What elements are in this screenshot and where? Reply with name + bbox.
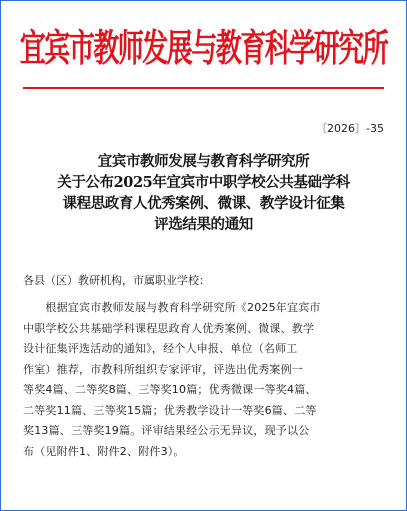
body-line: 二等奖11篇、三等奖15篇；优秀教学设计一等奖6篇、二等 (23, 403, 317, 417)
body-line: 奖13篇、三等奖19篇。评审结果经公示无异议，现予以公 (23, 424, 310, 437)
body-paragraph (23, 298, 384, 462)
title-line: 课程思政育人优秀案例、微课、教学设计征集 (62, 195, 345, 212)
title-line: 关于公布2025年宜宾市中职学校公共基础学科 (57, 174, 350, 191)
body-line: 布（见附件1、附件2、附件3）。 (23, 444, 185, 458)
document-number: 〔2026〕-35 (316, 122, 384, 135)
red-divider-rule (23, 87, 384, 89)
document-title (21, 151, 386, 235)
title-line: 宜宾市教师发展与教育科学研究所 (97, 153, 310, 170)
body-line: 作室）推荐，市教科所组织专家评审，评选出优秀案例一 (23, 362, 303, 376)
body-line: 设计征集评选活动的通知》，经个人申报、单位（名师工 (23, 342, 298, 355)
body-line: 根据宜宾市教师发展与教育科学研究所《2025年宜宾市 (23, 301, 321, 314)
body-line: 等奖4篇、二等奖8篇、三等奖10篇；优秀微课一等奖4篇、 (23, 383, 317, 396)
org-masthead: 宜宾市教师发展与教育科学研究所 (19, 27, 388, 72)
body-line: 中职学校公共基础学科课程思政育人优秀案例、微课、教学 (23, 321, 315, 335)
salutation: 各县（区）教研机构，市属职业学校： (23, 274, 210, 287)
title-line: 评选结果的通知 (154, 216, 253, 233)
